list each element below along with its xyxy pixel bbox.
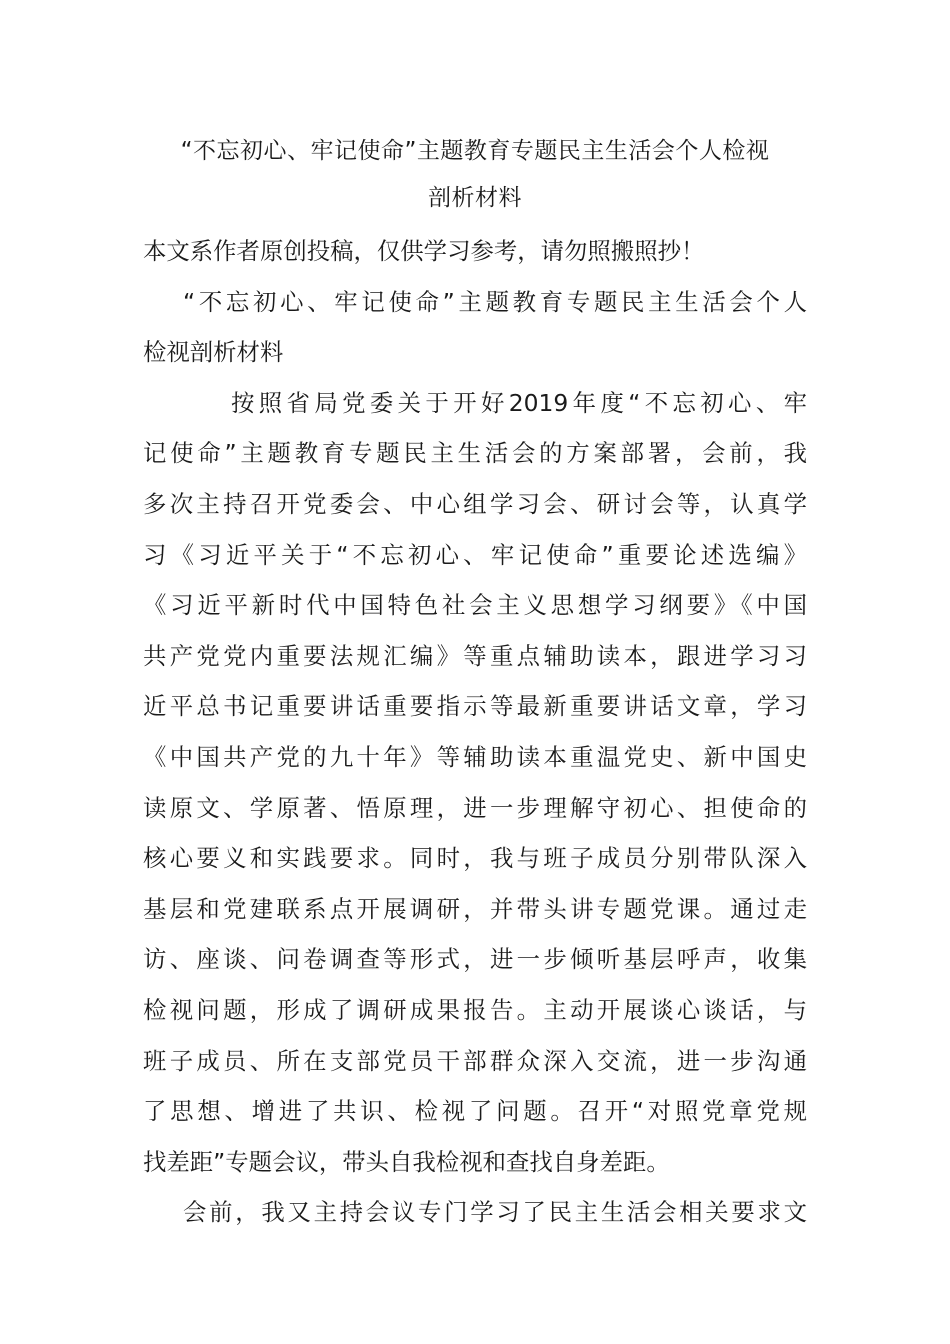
subtitle-line: “不忘初心、牢记使命”主题教育专题民主生活会个人: [183, 287, 807, 316]
paragraph-line: 读原文、学原著、悟原理，进一步理解守初心、担使命的: [143, 793, 807, 822]
paragraph-line: 找差距”专题会议，带头自我检视和查找自身差距。: [143, 1147, 670, 1176]
paragraph-line: 近平总书记重要讲话重要指示等最新重要讲话文章，学习: [143, 692, 807, 721]
paragraph-line: 会前，我又主持会议专门学习了民主生活会相关要求文: [183, 1198, 807, 1227]
paragraph-line: 共产党党内重要法规汇编》等重点辅助读本，跟进学习习: [143, 641, 807, 670]
paragraph-line: 核心要义和实践要求。同时，我与班子成员分别带队深入: [143, 844, 807, 873]
paragraph-line: 《习近平新时代中国特色社会主义思想学习纲要》《中国: [143, 591, 807, 620]
document-title: [143, 128, 807, 222]
paragraph-line: 记使命”主题教育专题民主生活会的方案部署，会前，我: [143, 439, 807, 468]
paragraph-line: 访、座谈、问卷调查等形式，进一步倾听基层呼声，收集: [143, 945, 807, 974]
title-line: “不忘初心、牢记使命”主题教育专题民主生活会个人检视: [180, 138, 770, 164]
paragraph-line: 按照省局党委关于开好2019年度“不忘初心、牢: [231, 388, 807, 417]
paragraph-line: 基层和党建联系点开展调研，并带头讲专题党课。通过走: [143, 894, 807, 923]
title-line: 剖析材料: [428, 185, 522, 211]
subtitle-line: 检视剖析材料: [143, 338, 284, 367]
paragraph-line: 《中国共产党的九十年》等辅助读本重温党史、新中国史: [143, 742, 807, 771]
document-body: [143, 226, 807, 1238]
paragraph-line: 习《习近平关于“不忘初心、牢记使命”重要论述选编》: [143, 540, 807, 569]
copyright-notice: 本文系作者原创投稿，仅供学习参考，请勿照搬照抄！: [143, 237, 705, 265]
paragraph-line: 班子成员、所在支部党员干部群众深入交流，进一步沟通: [143, 1046, 807, 1075]
paragraph-line: 检视问题，形成了调研成果报告。主动开展谈心谈话，与: [143, 995, 807, 1024]
paragraph-line: 多次主持召开党委会、中心组学习会、研讨会等，认真学: [143, 489, 807, 518]
paragraph-line: 了思想、增进了共识、检视了问题。召开“对照党章党规: [143, 1097, 807, 1126]
